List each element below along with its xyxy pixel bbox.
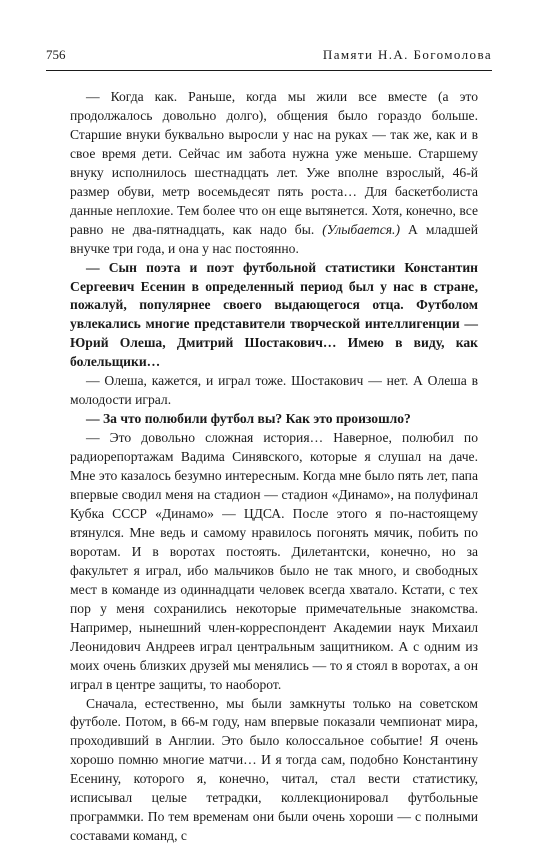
paragraph-answer-olesha: — Олеша, кажется, и играл тоже. Шостакович — нет. А Олеша в молодости играл. xyxy=(70,372,478,410)
paragraph-text: — Когда как. Раньше, когда мы жили все вместе (а это продолжалось довольно долго), общения было гораздо больше. Старшие внуки буквально выросли у нас на руках — так же, как и в свое время дети. Сейчас им забота нужна уже меньше. Старшему внуку исполнилось шестнадцать лет. Уже вполне взрослый, 46-й размер обуви, метр восемьдесят пять роста… Для баскетболиста данные неплохие. Тем более что он еще вытянется. Хотя, конечно, все равно не два-пятнадцать, как надо бы. xyxy=(70,89,478,237)
paragraph-answer-grandchildren xyxy=(70,88,478,259)
running-title: Памяти Н.А. Богомолова xyxy=(323,46,492,64)
body-text xyxy=(70,88,478,846)
paragraph-answer-world-cup: Сначала, естественно, мы были замкнуты только на советском футболе. Потом, в 66-м году, нам впервые показали чемпионат мира, проходивший в Англии. Это было колоссальное событие! Я очень хорошо помню многие матчи… И я тогда сам, подобно Константину Есенину, которого я, конечно, читал, стал вести статистику, исписывал целые тетрадки, коллекционировал футбольные программки. По тем временам они были очень хороши — с полными составами команд, с xyxy=(70,695,478,846)
paragraph-question-football: — За что полюбили футбол вы? Как это произошло? xyxy=(70,410,478,429)
paragraph-answer-history: — Это довольно сложная история… Наверное, полюбил по радиорепортажам Вадима Синявского, которые я слушал на даче. Мне это казалось безумно интересным. Когда мне было пять лет, папа впервые сводил меня на стадион — стадион «Динамо», на полуфинал Кубка СССР «Динамо» — ЦДСА. После этого я по-настоящему втянулся. Мне ведь и самому нравилось погонять мячик, побить по воротам. И в воротах постоять. Дилетантски, конечно, но за факультет я играл, ибо мальчиков было не так много, и свободных мест в команде из одиннадцати человек всегда хватало. Кстати, с тех пор у меня сохранились некоторые примечательные знакомства. Например, нынешний член-корреспондент Академии наук Михаил Леонидович Андреев играл центральным защитником. А с одним из моих очень близких друзей мы менялись — то я стоял в воротах, а он играл в центре защиты, то наоборот. xyxy=(70,429,478,694)
page-number: 756 xyxy=(46,46,66,64)
running-head xyxy=(46,46,492,64)
paragraph-text: А младшей внучке три года, и она у нас постоянно. xyxy=(70,222,478,256)
header-rule xyxy=(46,70,492,71)
paragraph-question-esenin: — Сын поэта и поэт футбольной статистики Константин Сергеевич Есенин в определенный период был у нас в стране, пожалуй, популярнее своего выдающегося отца. Футболом увлекались многие представители творческой интеллигенции — Юрий Олеша, Дмитрий Шостакович… Имею в виду, как болельщики… xyxy=(70,259,478,373)
stage-remark: (Улыбается.) xyxy=(322,222,400,237)
